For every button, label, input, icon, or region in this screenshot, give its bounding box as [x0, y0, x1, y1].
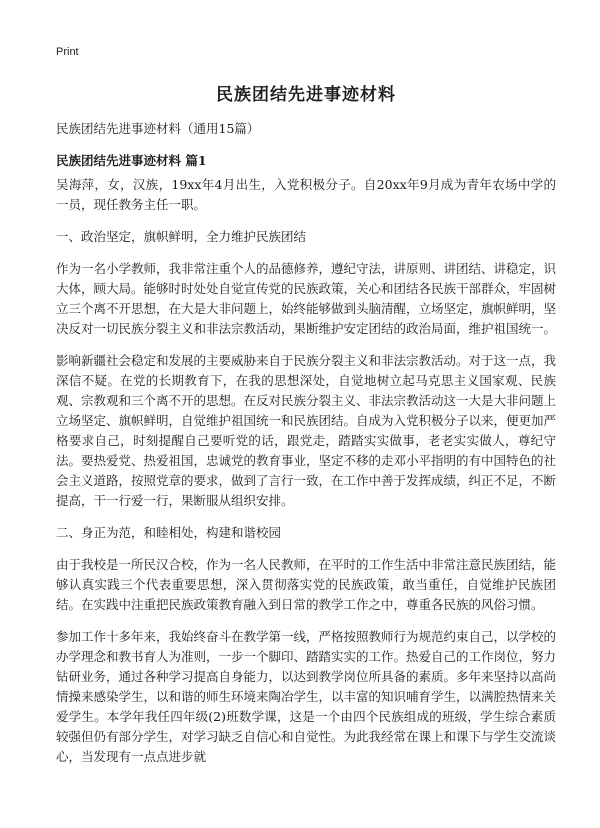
paragraph-3: 由于我校是一所民汉合校，作为一名人民教师，在平时的工作生活中非常注意民族团结，能够认真实践三个代表重要思想，深入贯彻落实党的民族政策，敢当重任，自觉维护民族团结。在实践中注重把民族政策教育融入到日常的教学工作之中，尊重各民族的风俗习惯。 [56, 557, 557, 612]
section-heading: 民族团结先进事迹材料 篇1 [56, 153, 207, 168]
paragraph-2: 影响新疆社会稳定和发展的主要威胁来自于民族分裂主义和非法宗教活动。对于这一点，我深信不疑。在党的长期教育下，在我的思想深处，自觉地树立起马克思主义国家观、民族观、宗教观和三个离不开的思想。在反对民族分裂主义、非法宗教活动这一大是大非问题上立场坚定、旗帜鲜明，自觉维护祖国统一和民族团结。自成为入党积极分子以来，便更加严格要求自己，时刻提醒自己要听党的话，跟党走，踏踏实实做事，老老实实做人，尊纪守法。要热爱党、热爱祖国，忠诚党的教育事业，坚定不移的走邓小平指明的有中国特色的社会主义道路，按照党章的要求，做到了言行一致，在工作中善于发挥成绩，纠正不足，不断提高，干一行爱一行，果断服从组织安排。 [56, 353, 557, 508]
heading-political: 一、政治坚定，旗帜鲜明，全力维护民族团结 [56, 229, 307, 244]
heading-harmony: 二、身正为范，和睦相处，构建和谐校园 [56, 525, 282, 540]
document-body [56, 80, 556, 779]
intro-paragraph: 吴海萍，女，汉族，19xx年4月出生，入党积极分子。自20xx年9月成为青年农场中学的一员，现任教务主任一职。 [56, 177, 556, 212]
paragraph-1: 作为一名小学教师，我非常注重个人的品德修养，遵纪守法，讲原则、讲团结、讲稳定，识大体，顾大局。能够时时处处自觉宣传党的民族政策，关心和团结各民族干部群众，牢固树立三个离不开思想，在大是大非问题上，始终能够做到头脑清醒，立场坚定，旗帜鲜明，坚决反对一切民族分裂主义和非法宗教活动，果断维护安定团结的政治局面，维护祖国统一。 [56, 261, 557, 336]
print-link[interactable]: Print [56, 46, 79, 58]
document-subtitle: 民族团结先进事迹材料（通用15篇） [56, 121, 260, 136]
document-title: 民族团结先进事迹材料 [216, 85, 396, 105]
paragraph-4: 参加工作十多年来，我始终奋斗在教学第一线，严格按照教师行为规范约束自己，以学校的办学理念和教书育人为准则，一步一个脚印、踏踏实实的工作。热爱自己的工作岗位，努力钻研业务，通过各种学习提高自身能力，以达到教学岗位所具备的素质。多年来坚持以高尚情操来感染学生，以和谐的师生环境来陶冶学生，以丰富的知识哺育学生，以满腔热情来关爱学生。本学年我任四年级(2)班数学课，这是一个由四个民族组成的班级，学生综合素质较强但仍有部分学生，对学习缺乏自信心和自觉性。为此我经常在课上和课下与学生交流谈心，当发现有一点点进步就 [56, 629, 557, 764]
